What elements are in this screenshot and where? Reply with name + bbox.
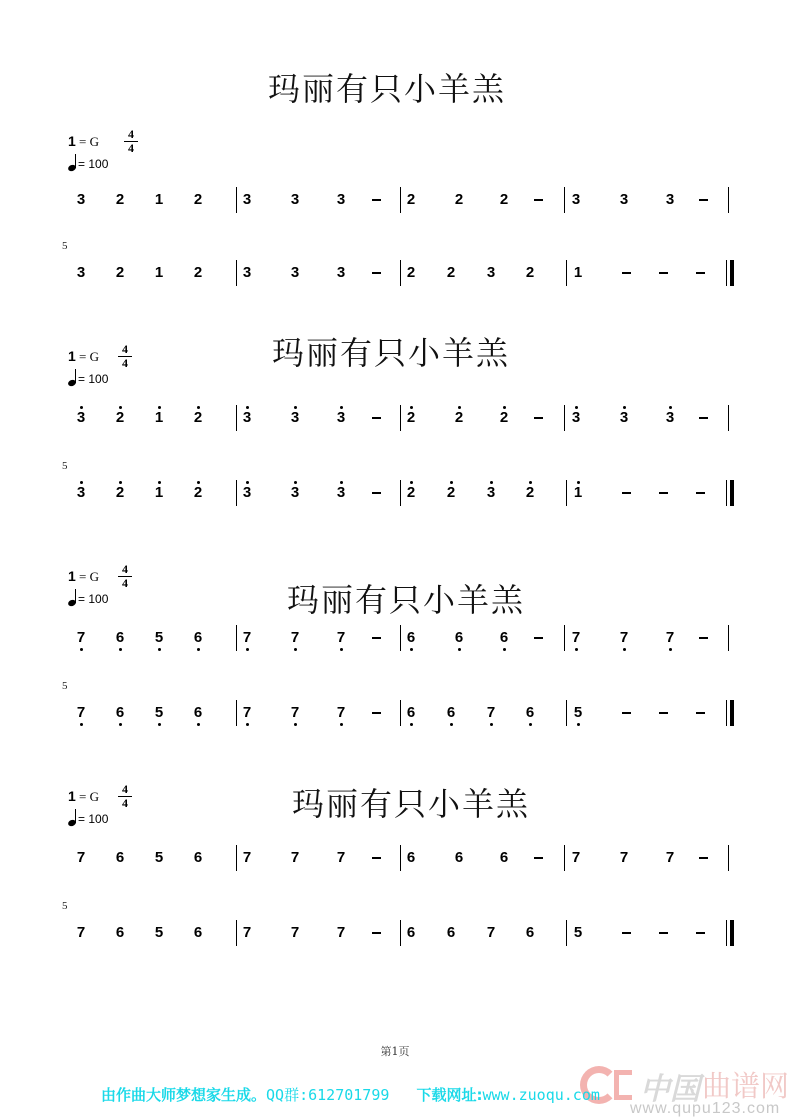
note: 5: [154, 849, 164, 866]
note: 3: [334, 478, 348, 508]
qq-group: QQ群:612701799: [266, 1086, 390, 1104]
note: 6: [452, 623, 466, 653]
note: 3: [76, 191, 86, 208]
notation-staff-line: [0, 258, 790, 288]
high-octave-dot-icon: [158, 481, 161, 484]
note: 6: [406, 924, 416, 941]
key-tempo-header: [68, 342, 188, 408]
high-octave-dot-icon: [340, 406, 343, 409]
measure-number: 5: [62, 900, 68, 912]
note: 3: [240, 403, 254, 433]
note: 7: [336, 849, 346, 866]
note: 7: [571, 849, 581, 866]
barline: [400, 187, 401, 213]
sustain-dash: [696, 272, 705, 274]
low-octave-dot-icon: [623, 648, 626, 651]
note: 5: [152, 623, 166, 653]
key-tempo-header: [68, 127, 188, 193]
note: 3: [334, 403, 348, 433]
note: 3: [486, 264, 496, 281]
tempo-marking: = 100: [68, 370, 108, 386]
sustain-dash: [659, 712, 668, 714]
note: 3: [74, 403, 88, 433]
barline: [728, 405, 729, 431]
barline: [564, 405, 565, 431]
key-signature: 1 = G: [68, 568, 100, 584]
notation-staff-line: [0, 478, 790, 508]
note: 7: [74, 698, 88, 728]
note: 6: [191, 698, 205, 728]
sustain-dash: [372, 932, 381, 934]
high-octave-dot-icon: [80, 481, 83, 484]
note: 7: [334, 623, 348, 653]
note: 6: [115, 849, 125, 866]
high-octave-dot-icon: [246, 481, 249, 484]
sustain-dash: [696, 932, 705, 934]
sustain-dash: [622, 272, 631, 274]
barline: [236, 480, 237, 506]
sustain-dash: [622, 492, 631, 494]
watermark-brand-cn-2: 曲谱网: [702, 1069, 790, 1103]
high-octave-dot-icon: [575, 406, 578, 409]
note: 2: [404, 478, 418, 508]
sustain-dash: [659, 492, 668, 494]
barline: [566, 920, 567, 946]
sustain-dash: [372, 492, 381, 494]
sustain-dash: [699, 417, 708, 419]
note: 3: [571, 191, 581, 208]
note: 6: [497, 623, 511, 653]
final-barline-thin: [726, 920, 727, 946]
note: 3: [76, 264, 86, 281]
key-signature: 1 = G: [68, 133, 100, 149]
low-octave-dot-icon: [197, 723, 200, 726]
note: 6: [446, 924, 456, 941]
final-barline-thick: [730, 700, 734, 726]
sustain-dash: [622, 932, 631, 934]
tempo-marking: = 100: [68, 155, 108, 171]
barline: [236, 625, 237, 651]
sustain-dash: [699, 199, 708, 201]
final-barline-thin: [726, 700, 727, 726]
barline: [236, 700, 237, 726]
sustain-dash: [659, 272, 668, 274]
high-octave-dot-icon: [158, 406, 161, 409]
high-octave-dot-icon: [669, 406, 672, 409]
final-barline-thin: [726, 480, 727, 506]
high-octave-dot-icon: [340, 481, 343, 484]
low-octave-dot-icon: [158, 648, 161, 651]
barline: [564, 187, 565, 213]
barline: [564, 625, 565, 651]
note: 3: [290, 191, 300, 208]
watermark-url: www.qupu123.com: [630, 1100, 781, 1117]
sustain-dash: [372, 199, 381, 201]
barline: [566, 260, 567, 286]
barline: [400, 260, 401, 286]
note: 3: [336, 191, 346, 208]
note: 7: [617, 623, 631, 653]
note: 6: [193, 849, 203, 866]
low-octave-dot-icon: [490, 723, 493, 726]
time-signature: 4 4: [118, 784, 132, 809]
note: 6: [404, 698, 418, 728]
key-signature: 1 = G: [68, 348, 100, 364]
note: 3: [74, 478, 88, 508]
sustain-dash: [699, 637, 708, 639]
note: 1: [154, 191, 164, 208]
high-octave-dot-icon: [246, 406, 249, 409]
note: 1: [152, 403, 166, 433]
note: 7: [242, 849, 252, 866]
barline: [400, 920, 401, 946]
low-octave-dot-icon: [119, 723, 122, 726]
barline: [400, 480, 401, 506]
low-octave-dot-icon: [410, 648, 413, 651]
high-octave-dot-icon: [503, 406, 506, 409]
notation-staff-line: [0, 843, 790, 873]
download-label: 下载网址:: [416, 1086, 483, 1104]
low-octave-dot-icon: [577, 723, 580, 726]
note: 7: [569, 623, 583, 653]
low-octave-dot-icon: [119, 648, 122, 651]
note: 2: [454, 191, 464, 208]
time-signature: 4 4: [118, 564, 132, 589]
note: 7: [334, 698, 348, 728]
low-octave-dot-icon: [246, 648, 249, 651]
high-octave-dot-icon: [80, 406, 83, 409]
low-octave-dot-icon: [450, 723, 453, 726]
high-octave-dot-icon: [529, 481, 532, 484]
note: 2: [115, 191, 125, 208]
note: 2: [444, 478, 458, 508]
note: 6: [406, 849, 416, 866]
sustain-dash: [622, 712, 631, 714]
note: 5: [573, 924, 583, 941]
final-barline-thick: [730, 480, 734, 506]
high-octave-dot-icon: [294, 481, 297, 484]
barline: [236, 920, 237, 946]
qupu-watermark-logo: [580, 1062, 790, 1119]
low-octave-dot-icon: [80, 723, 83, 726]
note: 2: [191, 478, 205, 508]
barline: [236, 845, 237, 871]
barline: [728, 625, 729, 651]
barline: [400, 625, 401, 651]
high-octave-dot-icon: [577, 481, 580, 484]
note: 6: [444, 698, 458, 728]
note: 2: [406, 264, 416, 281]
note: 1: [573, 264, 583, 281]
barline: [400, 845, 401, 871]
low-octave-dot-icon: [158, 723, 161, 726]
low-octave-dot-icon: [197, 648, 200, 651]
barline: [728, 845, 729, 871]
note: 6: [193, 924, 203, 941]
note: 7: [242, 924, 252, 941]
note: 5: [152, 698, 166, 728]
barline: [400, 405, 401, 431]
note: 3: [663, 403, 677, 433]
sustain-dash: [696, 712, 705, 714]
notation-staff-line: [0, 623, 790, 653]
barline: [236, 187, 237, 213]
note: 2: [525, 264, 535, 281]
final-barline-thick: [730, 920, 734, 946]
final-barline-thick: [730, 260, 734, 286]
key-signature: 1 = G: [68, 788, 100, 804]
sustain-dash: [699, 857, 708, 859]
note: 6: [404, 623, 418, 653]
tempo-marking: = 100: [68, 590, 108, 606]
barline: [236, 260, 237, 286]
barline: [566, 480, 567, 506]
note: 6: [113, 623, 127, 653]
time-signature: 4 4: [124, 129, 138, 154]
low-octave-dot-icon: [669, 648, 672, 651]
sustain-dash: [534, 199, 543, 201]
high-octave-dot-icon: [410, 481, 413, 484]
low-octave-dot-icon: [294, 648, 297, 651]
time-signature: 4 4: [118, 344, 132, 369]
high-octave-dot-icon: [450, 481, 453, 484]
note: 3: [569, 403, 583, 433]
note: 2: [113, 478, 127, 508]
note: 6: [525, 924, 535, 941]
notation-staff-line: [0, 918, 790, 948]
low-octave-dot-icon: [80, 648, 83, 651]
notation-staff-line: [0, 403, 790, 433]
sustain-dash: [372, 417, 381, 419]
high-octave-dot-icon: [410, 406, 413, 409]
note: 1: [152, 478, 166, 508]
sustain-dash: [372, 712, 381, 714]
sustain-dash: [372, 857, 381, 859]
generator-text: 由作曲大师梦想家生成。: [101, 1086, 267, 1104]
sustain-dash: [534, 637, 543, 639]
note: 7: [484, 698, 498, 728]
key-tempo-header: [68, 562, 188, 628]
note: 2: [499, 191, 509, 208]
score-title: 玛丽有只小羊羔: [272, 334, 511, 372]
note: 5: [571, 698, 585, 728]
note: 6: [113, 698, 127, 728]
note: 7: [486, 924, 496, 941]
note: 7: [76, 849, 86, 866]
low-octave-dot-icon: [340, 648, 343, 651]
note: 2: [446, 264, 456, 281]
barline: [566, 700, 567, 726]
quarter-note-icon: [68, 590, 78, 606]
note: 2: [113, 403, 127, 433]
high-octave-dot-icon: [119, 406, 122, 409]
note: 7: [663, 623, 677, 653]
quarter-note-icon: [68, 370, 78, 386]
note: 2: [406, 191, 416, 208]
note: 7: [619, 849, 629, 866]
score-title: 玛丽有只小羊羔: [268, 70, 507, 108]
watermark-brand-cn: 中国: [640, 1072, 700, 1107]
measure-number: 5: [62, 680, 68, 692]
barline: [728, 187, 729, 213]
note: 6: [523, 698, 537, 728]
note: 7: [290, 924, 300, 941]
measure-number: 5: [62, 240, 68, 252]
note: 5: [154, 924, 164, 941]
low-octave-dot-icon: [410, 723, 413, 726]
note: 7: [290, 849, 300, 866]
note: 7: [288, 698, 302, 728]
note: 6: [115, 924, 125, 941]
note: 1: [571, 478, 585, 508]
note: 3: [619, 191, 629, 208]
note: 3: [288, 403, 302, 433]
note: 6: [454, 849, 464, 866]
notation-staff-line: [0, 185, 790, 215]
note: 7: [336, 924, 346, 941]
low-octave-dot-icon: [529, 723, 532, 726]
logo-e-icon: [614, 1070, 632, 1100]
note: 2: [452, 403, 466, 433]
note: 3: [665, 191, 675, 208]
high-octave-dot-icon: [119, 481, 122, 484]
note: 7: [288, 623, 302, 653]
note: 7: [665, 849, 675, 866]
low-octave-dot-icon: [575, 648, 578, 651]
note: 6: [191, 623, 205, 653]
notation-staff-line: [0, 698, 790, 728]
note: 3: [336, 264, 346, 281]
note: 7: [240, 623, 254, 653]
sustain-dash: [372, 637, 381, 639]
high-octave-dot-icon: [197, 406, 200, 409]
sustain-dash: [372, 272, 381, 274]
low-octave-dot-icon: [340, 723, 343, 726]
note: 2: [193, 264, 203, 281]
sustain-dash: [659, 932, 668, 934]
note: 3: [290, 264, 300, 281]
download-url[interactable]: www.zuoqu.com: [482, 1086, 600, 1104]
low-octave-dot-icon: [503, 648, 506, 651]
note: 3: [242, 264, 252, 281]
quarter-note-icon: [68, 155, 78, 171]
high-octave-dot-icon: [623, 406, 626, 409]
quarter-note-icon: [68, 810, 78, 826]
note: 7: [240, 698, 254, 728]
note: 2: [193, 191, 203, 208]
note: 2: [191, 403, 205, 433]
note: 3: [242, 191, 252, 208]
barline: [400, 700, 401, 726]
note: 6: [499, 849, 509, 866]
score-title: 玛丽有只小羊羔: [287, 581, 526, 619]
note: 2: [523, 478, 537, 508]
note: 3: [288, 478, 302, 508]
low-octave-dot-icon: [458, 648, 461, 651]
note: 7: [76, 924, 86, 941]
note: 3: [240, 478, 254, 508]
note: 2: [497, 403, 511, 433]
measure-number: 5: [62, 460, 68, 472]
score-title: 玛丽有只小羊羔: [292, 785, 531, 823]
low-octave-dot-icon: [246, 723, 249, 726]
note: 7: [74, 623, 88, 653]
sustain-dash: [534, 417, 543, 419]
high-octave-dot-icon: [294, 406, 297, 409]
sustain-dash: [696, 492, 705, 494]
sustain-dash: [534, 857, 543, 859]
note: 2: [115, 264, 125, 281]
barline: [564, 845, 565, 871]
note: 3: [484, 478, 498, 508]
tempo-marking: = 100: [68, 810, 108, 826]
note: 3: [617, 403, 631, 433]
high-octave-dot-icon: [490, 481, 493, 484]
note: 2: [404, 403, 418, 433]
footer-credits: [101, 1084, 600, 1105]
key-tempo-header: [68, 782, 188, 848]
final-barline-thin: [726, 260, 727, 286]
barline: [236, 405, 237, 431]
low-octave-dot-icon: [294, 723, 297, 726]
high-octave-dot-icon: [458, 406, 461, 409]
page-number: 第1页: [380, 1045, 410, 1058]
high-octave-dot-icon: [197, 481, 200, 484]
note: 1: [154, 264, 164, 281]
